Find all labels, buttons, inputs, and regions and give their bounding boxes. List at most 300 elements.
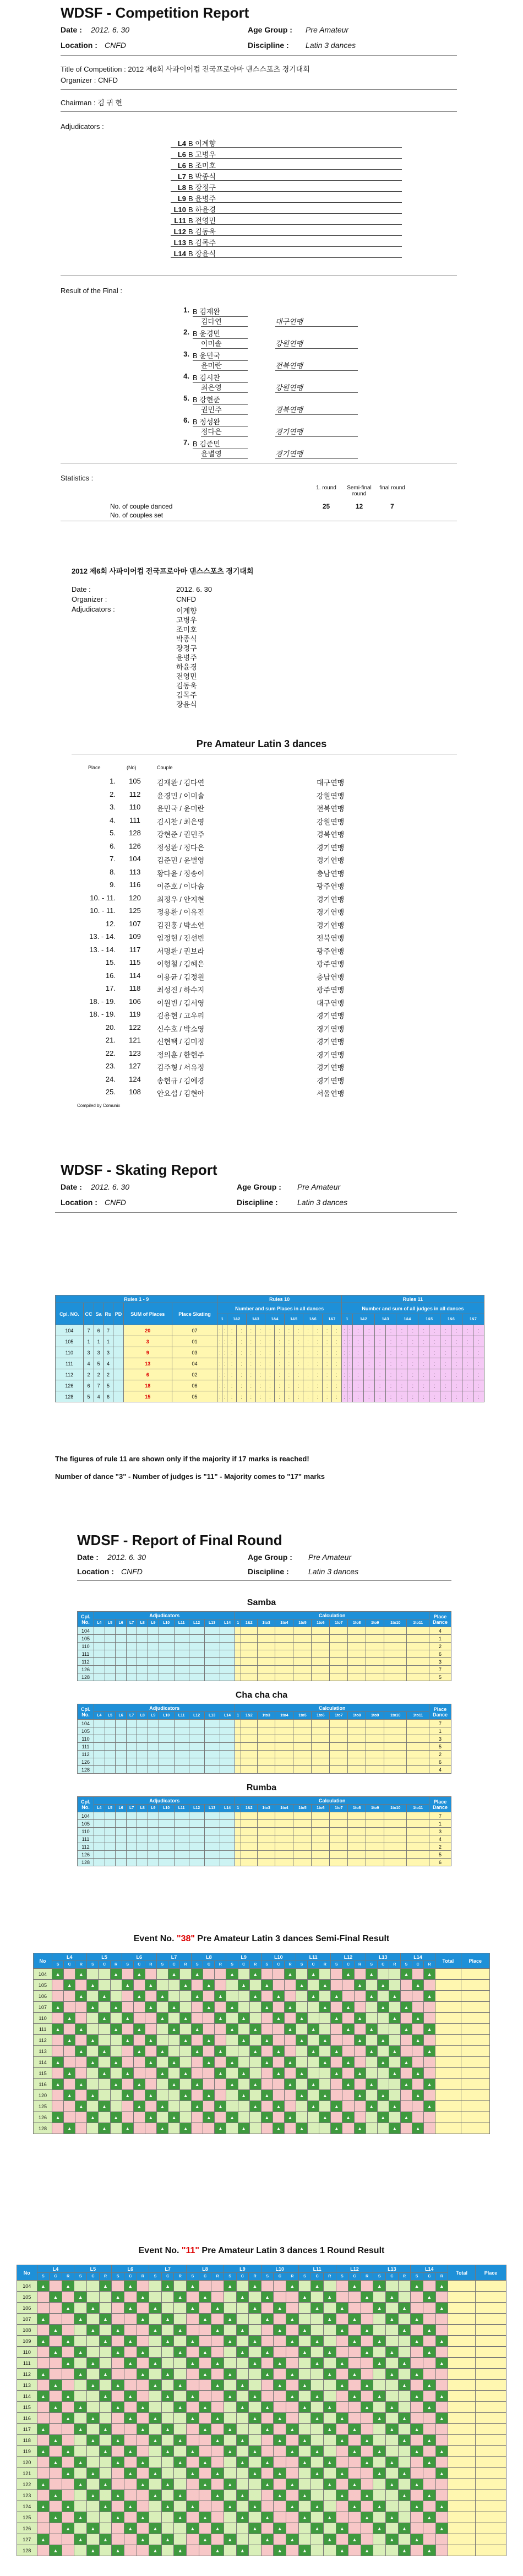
- adjudicator-col: L14: [220, 1805, 235, 1812]
- mark-cell: ▲: [348, 2314, 361, 2325]
- rule11-cell: :: [385, 1336, 396, 1347]
- mark-cell: ▲: [261, 2512, 274, 2523]
- mark-cell: ▲: [211, 2358, 224, 2369]
- calc-cell: [275, 1643, 293, 1650]
- place-cell: [475, 2435, 506, 2446]
- adj-mark: [116, 1820, 127, 1828]
- calc-cell: [384, 1673, 407, 1681]
- mark-cell: [110, 2090, 122, 2101]
- mark-cell: ▲: [37, 2424, 50, 2435]
- mark-cell: [249, 2347, 262, 2358]
- mark-cell: [366, 1980, 377, 1991]
- mark-cell: [226, 1991, 238, 2002]
- fr-date: 2012. 6. 30: [107, 1553, 146, 1562]
- mark-cell: [180, 2002, 192, 2013]
- total-cell: [448, 2336, 476, 2347]
- mark-cell: [386, 2413, 399, 2424]
- mark-cell: [74, 2413, 87, 2424]
- mark-cell: [423, 2479, 435, 2490]
- adj-mark: [94, 1658, 105, 1666]
- calc-cell: [366, 1843, 384, 1851]
- mark-cell: [156, 2024, 168, 2035]
- calc-cell: [275, 1835, 293, 1843]
- mark-cell: [224, 2292, 236, 2303]
- summary-place: 8.: [110, 867, 116, 876]
- mark-cell: [99, 2303, 112, 2314]
- total-cell: [435, 2112, 461, 2123]
- adj-mark: [159, 1851, 174, 1859]
- mark-cell: [161, 2523, 174, 2534]
- mark-cell: ▲: [215, 2123, 226, 2134]
- place-header: Place: [461, 1953, 489, 1969]
- mark-cell: ▲: [137, 2314, 149, 2325]
- final-result-row: [176, 328, 407, 348]
- calc-cell: [330, 1743, 348, 1751]
- adj-mark: [105, 1666, 116, 1673]
- mark-cell: ▲: [261, 2002, 273, 2013]
- mark-cell: [236, 2424, 249, 2435]
- mark-cell: [319, 2123, 331, 2134]
- semi-final-section: [0, 1884, 523, 2193]
- mark-cell: [336, 2336, 348, 2347]
- mark-cell: ▲: [137, 2369, 149, 2380]
- mark-cell: [354, 1969, 366, 1980]
- mark-cell: [261, 1969, 273, 1980]
- mark-cell: ▲: [261, 2057, 273, 2068]
- adjudicator-col: L4: [94, 1712, 105, 1720]
- mark-cell: [110, 2046, 122, 2057]
- mark-cell: [261, 2446, 274, 2457]
- mark-cell: [398, 2281, 411, 2292]
- adj-mark: [126, 1650, 137, 1658]
- mark-cell: ▲: [238, 1980, 249, 1991]
- mark-cell: ▲: [199, 2347, 211, 2358]
- calc-cell: [366, 1673, 384, 1681]
- summary-region: 전북연맹: [317, 804, 345, 813]
- mark-cell: ▲: [99, 2101, 110, 2112]
- calc-cell: [407, 1635, 429, 1643]
- mark-cell: [424, 2090, 435, 2101]
- calc-cell: [275, 1673, 293, 1681]
- adj-mark: [105, 1758, 116, 1766]
- mark-cell: [122, 2046, 133, 2057]
- summary-region: 경기연맹: [317, 908, 345, 916]
- place-cell: [461, 2101, 489, 2112]
- calc-cell: [241, 1735, 257, 1743]
- skating-cell: 7: [103, 1325, 113, 1336]
- mark-cell: [274, 2347, 286, 2358]
- total-cell: [448, 2303, 476, 2314]
- mark-cell: ▲: [137, 2534, 149, 2545]
- mark-cell: [52, 2013, 64, 2024]
- calc-col: 1to3: [257, 1805, 275, 1812]
- rule10-cell: :: [265, 1380, 275, 1391]
- mark-cell: ▲: [361, 2292, 373, 2303]
- calc-col: 1to6: [312, 1805, 330, 1812]
- table-row: [78, 1735, 451, 1743]
- mark-cell: ▲: [137, 2347, 149, 2358]
- calc-cell: [407, 1735, 429, 1743]
- table-row: [17, 2457, 506, 2468]
- mark-cell: [298, 2534, 311, 2545]
- mark-cell: ▲: [37, 2369, 50, 2380]
- cpl-number: 118: [17, 2435, 37, 2446]
- rule11-cell: :: [341, 1347, 347, 1358]
- mark-cell: [331, 2002, 342, 2013]
- mark-cell: [161, 2457, 174, 2468]
- summary-adjudicator: 박종식: [176, 635, 197, 643]
- mark-cell: [87, 2402, 100, 2413]
- mark-cell: ▲: [412, 2090, 423, 2101]
- mark-cell: ▲: [298, 2490, 311, 2501]
- mark-cell: [261, 2024, 273, 2035]
- mark-cell: [373, 2479, 386, 2490]
- mark-cell: [211, 2534, 224, 2545]
- rule11-cell: :: [396, 1325, 407, 1336]
- adj-mark: [174, 1720, 189, 1727]
- mark-cell: ▲: [249, 2358, 262, 2369]
- skating-cell: 4: [103, 1358, 113, 1369]
- mark-cell: ▲: [215, 2046, 226, 2057]
- mark-cell: [156, 1969, 168, 1980]
- calc-cell: [407, 1766, 429, 1774]
- total-cell: [448, 2457, 476, 2468]
- mark-cell: [386, 2446, 399, 2457]
- calc-cell: [257, 1658, 275, 1666]
- dance-col: C: [308, 1961, 319, 1969]
- mark-cell: [348, 2435, 361, 2446]
- mark-cell: ▲: [145, 2035, 156, 2046]
- table-row: [17, 2446, 506, 2457]
- calc-cell: [235, 1643, 241, 1650]
- calc-cell: [384, 1758, 407, 1766]
- mark-cell: [211, 2281, 224, 2292]
- place-cell: [475, 2512, 506, 2523]
- adj-mark: [94, 1635, 105, 1643]
- mark-cell: [211, 2457, 224, 2468]
- mark-cell: [286, 2380, 299, 2391]
- dance-col: S: [226, 1961, 238, 1969]
- adj-mark: [137, 1751, 148, 1758]
- dance-name: Cha cha cha: [235, 1691, 288, 1700]
- dance-col: R: [99, 2273, 112, 2281]
- adjudicator-row: [171, 215, 402, 225]
- calc-cell: [330, 1843, 348, 1851]
- place-cell: [475, 2490, 506, 2501]
- summary-region: 경기연맹: [317, 1024, 345, 1033]
- calc-cell: [312, 1828, 330, 1835]
- calc-cell: [275, 1720, 293, 1727]
- dance-col: C: [99, 1961, 110, 1969]
- mark-cell: [377, 1991, 389, 2002]
- calc-cell: [348, 1851, 366, 1859]
- total-cell: [448, 2501, 476, 2512]
- adjudicator-col: L4: [52, 1953, 87, 1961]
- mark-cell: [62, 2369, 74, 2380]
- skating-cell: 111: [56, 1358, 84, 1369]
- mark-cell: ▲: [354, 2013, 366, 2024]
- adj-mark: [189, 1820, 204, 1828]
- summary-no: 123: [129, 1049, 141, 1057]
- mark-cell: [145, 2079, 156, 2090]
- mark-cell: [361, 2534, 373, 2545]
- calc-cell: [312, 1627, 330, 1635]
- semi-final-grid: [33, 1953, 490, 2134]
- cpl-number: 116: [17, 2413, 37, 2424]
- calc-cell: [275, 1743, 293, 1751]
- mark-cell: [161, 2380, 174, 2391]
- calc-cell: [312, 1859, 330, 1866]
- summary-place: 25.: [105, 1088, 116, 1096]
- mark-cell: [336, 2534, 348, 2545]
- rule11-cell: :: [473, 1380, 484, 1391]
- adj-mark: [116, 1650, 127, 1658]
- adj-mark: [174, 1766, 189, 1774]
- mark-cell: [37, 2490, 50, 2501]
- calc-cell: [366, 1812, 384, 1820]
- mark-cell: ▲: [323, 2534, 336, 2545]
- summary-couple: 윤경민 / 이미솔: [157, 791, 205, 800]
- mark-cell: [373, 2490, 386, 2501]
- mark-cell: [323, 2468, 336, 2479]
- cpl-number: 125: [17, 2512, 37, 2523]
- summary-place: 10. - 11.: [90, 893, 116, 902]
- mark-cell: [386, 2501, 399, 2512]
- mark-cell: [62, 2325, 74, 2336]
- mark-cell: ▲: [377, 2035, 389, 2046]
- place-cell: [475, 2479, 506, 2490]
- mark-cell: [149, 2281, 162, 2292]
- mark-cell: [211, 2501, 224, 2512]
- rule10-cell: :: [217, 1336, 222, 1347]
- mark-cell: [87, 2314, 100, 2325]
- summary-region: 경기연맹: [317, 1038, 345, 1046]
- mark-cell: [112, 2534, 124, 2545]
- mark-cell: [224, 2413, 236, 2424]
- mark-cell: [187, 2457, 199, 2468]
- place-cell: [461, 2090, 489, 2101]
- mark-cell: ▲: [112, 2402, 124, 2413]
- adjudicator-col: L4: [37, 2265, 74, 2273]
- mark-cell: [361, 2358, 373, 2369]
- final-place: 6.: [183, 416, 189, 424]
- cpl-number: 116: [34, 2079, 52, 2090]
- adj-mark: [174, 1859, 189, 1866]
- mark-cell: ▲: [62, 2281, 74, 2292]
- adj-mark: [94, 1820, 105, 1828]
- total-cell: [448, 2292, 476, 2303]
- mark-cell: ▲: [398, 2435, 411, 2446]
- adj-mark: [94, 1643, 105, 1650]
- mark-cell: [284, 2046, 296, 2057]
- mark-cell: ▲: [348, 2534, 361, 2545]
- place-cell: [475, 2468, 506, 2479]
- place-header: Place: [475, 2265, 506, 2281]
- calc-cell: [407, 1658, 429, 1666]
- mark-cell: ▲: [284, 2057, 296, 2068]
- total-cell: [435, 2035, 461, 2046]
- adj-mark: [220, 1751, 235, 1758]
- mark-cell: ▲: [261, 2347, 274, 2358]
- mark-cell: [99, 2002, 110, 2013]
- summary-couple: 황다윤 / 정송이: [157, 869, 205, 878]
- mark-cell: [386, 2380, 399, 2391]
- summary-place: 13. - 14.: [89, 945, 116, 954]
- mark-cell: ▲: [386, 2402, 399, 2413]
- calc-cell: [275, 1820, 293, 1828]
- calc-cell: [330, 1720, 348, 1727]
- calc-cell: [275, 1851, 293, 1859]
- cpl-number: 112: [78, 1751, 94, 1758]
- mark-cell: ▲: [348, 2336, 361, 2347]
- mark-cell: ▲: [361, 2380, 373, 2391]
- mark-cell: [110, 2035, 122, 2046]
- mark-cell: ▲: [199, 2457, 211, 2468]
- rule11-cell: :: [407, 1369, 418, 1380]
- mark-cell: ▲: [249, 2523, 262, 2534]
- rule11-cell: :: [352, 1391, 363, 1402]
- adj-mark: [204, 1627, 220, 1635]
- mark-cell: ▲: [211, 2325, 224, 2336]
- mark-cell: [435, 2314, 448, 2325]
- mark-cell: [411, 2402, 423, 2413]
- skating-cell: [113, 1369, 124, 1380]
- adj-mark: [174, 1627, 189, 1635]
- adjudicator-col: L11: [174, 1805, 189, 1812]
- mark-cell: [99, 2079, 110, 2090]
- adj-mark: [220, 1828, 235, 1835]
- cpl-number: 126: [78, 1666, 94, 1673]
- place-dance-header: Place Dance: [429, 1612, 451, 1627]
- mark-cell: [323, 2303, 336, 2314]
- mark-cell: ▲: [149, 2380, 162, 2391]
- place-col: 1&7: [462, 1314, 484, 1325]
- mark-cell: ▲: [137, 2292, 149, 2303]
- mark-cell: [238, 2079, 249, 2090]
- mark-cell: [274, 2281, 286, 2292]
- mark-cell: [423, 2501, 435, 2512]
- adjudicator-code: L4: [177, 139, 186, 148]
- calc-cell: [241, 1658, 257, 1666]
- summary-place: 13. - 14.: [89, 932, 116, 941]
- mark-cell: [336, 2446, 348, 2457]
- skating-cell: 15: [123, 1391, 172, 1402]
- rule11-cell: :: [473, 1369, 484, 1380]
- skating-cell: 112: [56, 1369, 84, 1380]
- mark-cell: [87, 2369, 100, 2380]
- final-result-row: [176, 306, 407, 326]
- rule11-cell: :: [352, 1347, 363, 1358]
- mark-cell: ▲: [311, 2358, 324, 2369]
- adj-mark: [137, 1766, 148, 1774]
- mark-cell: ▲: [236, 2435, 249, 2446]
- mark-cell: [238, 2101, 249, 2112]
- rule11-cell: :: [451, 1369, 462, 1380]
- mark-cell: [373, 2457, 386, 2468]
- mark-cell: ▲: [168, 2112, 180, 2123]
- adjudicator-col: L8: [187, 2265, 224, 2273]
- mark-cell: ▲: [149, 2358, 162, 2369]
- mark-cell: ▲: [133, 2079, 145, 2090]
- cpl-no-header: Cpl. No.: [78, 1797, 94, 1812]
- mark-cell: [226, 2090, 238, 2101]
- adj-mark: [204, 1666, 220, 1673]
- rule10-cell: :: [322, 1325, 331, 1336]
- dance-col: S: [261, 2273, 274, 2281]
- dance-col: R: [110, 1961, 122, 1969]
- mark-cell: [161, 2512, 174, 2523]
- mark-cell: [386, 2281, 399, 2292]
- rule11-cell: :: [352, 1380, 363, 1391]
- mark-cell: [137, 2446, 149, 2457]
- calc-cell: [384, 1643, 407, 1650]
- mark-cell: [249, 2123, 261, 2134]
- calc-cell: [384, 1751, 407, 1758]
- dance-col: R: [174, 2273, 187, 2281]
- adjudicators-header: Adjudicators: [94, 1797, 235, 1805]
- rule10-cell: :: [303, 1391, 313, 1402]
- mark-cell: ▲: [203, 2057, 215, 2068]
- mark-cell: [64, 2079, 75, 2090]
- mark-cell: ▲: [37, 2446, 50, 2457]
- rule11-cell: :: [440, 1358, 451, 1369]
- calc-col: 1&2: [241, 1712, 257, 1720]
- calc-cell: [235, 1820, 241, 1828]
- summary-no: 120: [129, 893, 141, 902]
- mark-cell: ▲: [149, 2468, 162, 2479]
- adj-mark: [126, 1859, 137, 1866]
- stats-value: 7: [390, 503, 394, 510]
- mark-cell: [411, 2490, 423, 2501]
- rule10-cell: :: [222, 1325, 227, 1336]
- calc-cell: [293, 1758, 312, 1766]
- final-result-row: [176, 394, 407, 414]
- adj-mark: [174, 1743, 189, 1751]
- mark-cell: ▲: [411, 2369, 423, 2380]
- adjudicator-row: [171, 171, 402, 181]
- mark-cell: ▲: [75, 1991, 87, 2002]
- mark-cell: ▲: [249, 2413, 262, 2424]
- calc-cell: [241, 1766, 257, 1774]
- mark-cell: [168, 2068, 180, 2079]
- mark-cell: ▲: [192, 2024, 203, 2035]
- mark-cell: ▲: [336, 2325, 348, 2336]
- calc-cell: [293, 1673, 312, 1681]
- mark-cell: [180, 2079, 192, 2090]
- rule11-cell: :: [347, 1358, 352, 1369]
- mark-cell: [133, 2035, 145, 2046]
- calc-cell: [330, 1727, 348, 1735]
- calc-cell: [275, 1727, 293, 1735]
- mark-cell: [174, 2424, 187, 2435]
- mark-cell: ▲: [124, 2468, 137, 2479]
- mark-cell: ▲: [174, 2545, 187, 2556]
- mark-cell: [348, 2413, 361, 2424]
- calc-cell: [241, 1650, 257, 1658]
- calc-cell: [384, 1766, 407, 1774]
- calc-cell: [235, 1812, 241, 1820]
- round1-event-title: Event No. "11" Pre Amateur Latin 3 dances 1 Round Result: [138, 2246, 385, 2255]
- final-region: 경북연맹: [275, 404, 358, 415]
- rule10-cell: :: [255, 1391, 265, 1402]
- mark-cell: [361, 2424, 373, 2435]
- mark-cell: ▲: [99, 1991, 110, 2002]
- mark-cell: ▲: [110, 2057, 122, 2068]
- stats-value: 25: [322, 503, 330, 510]
- rule11-cell: :: [347, 1380, 352, 1391]
- mark-cell: ▲: [64, 2090, 75, 2101]
- adj-mark: [94, 1650, 105, 1658]
